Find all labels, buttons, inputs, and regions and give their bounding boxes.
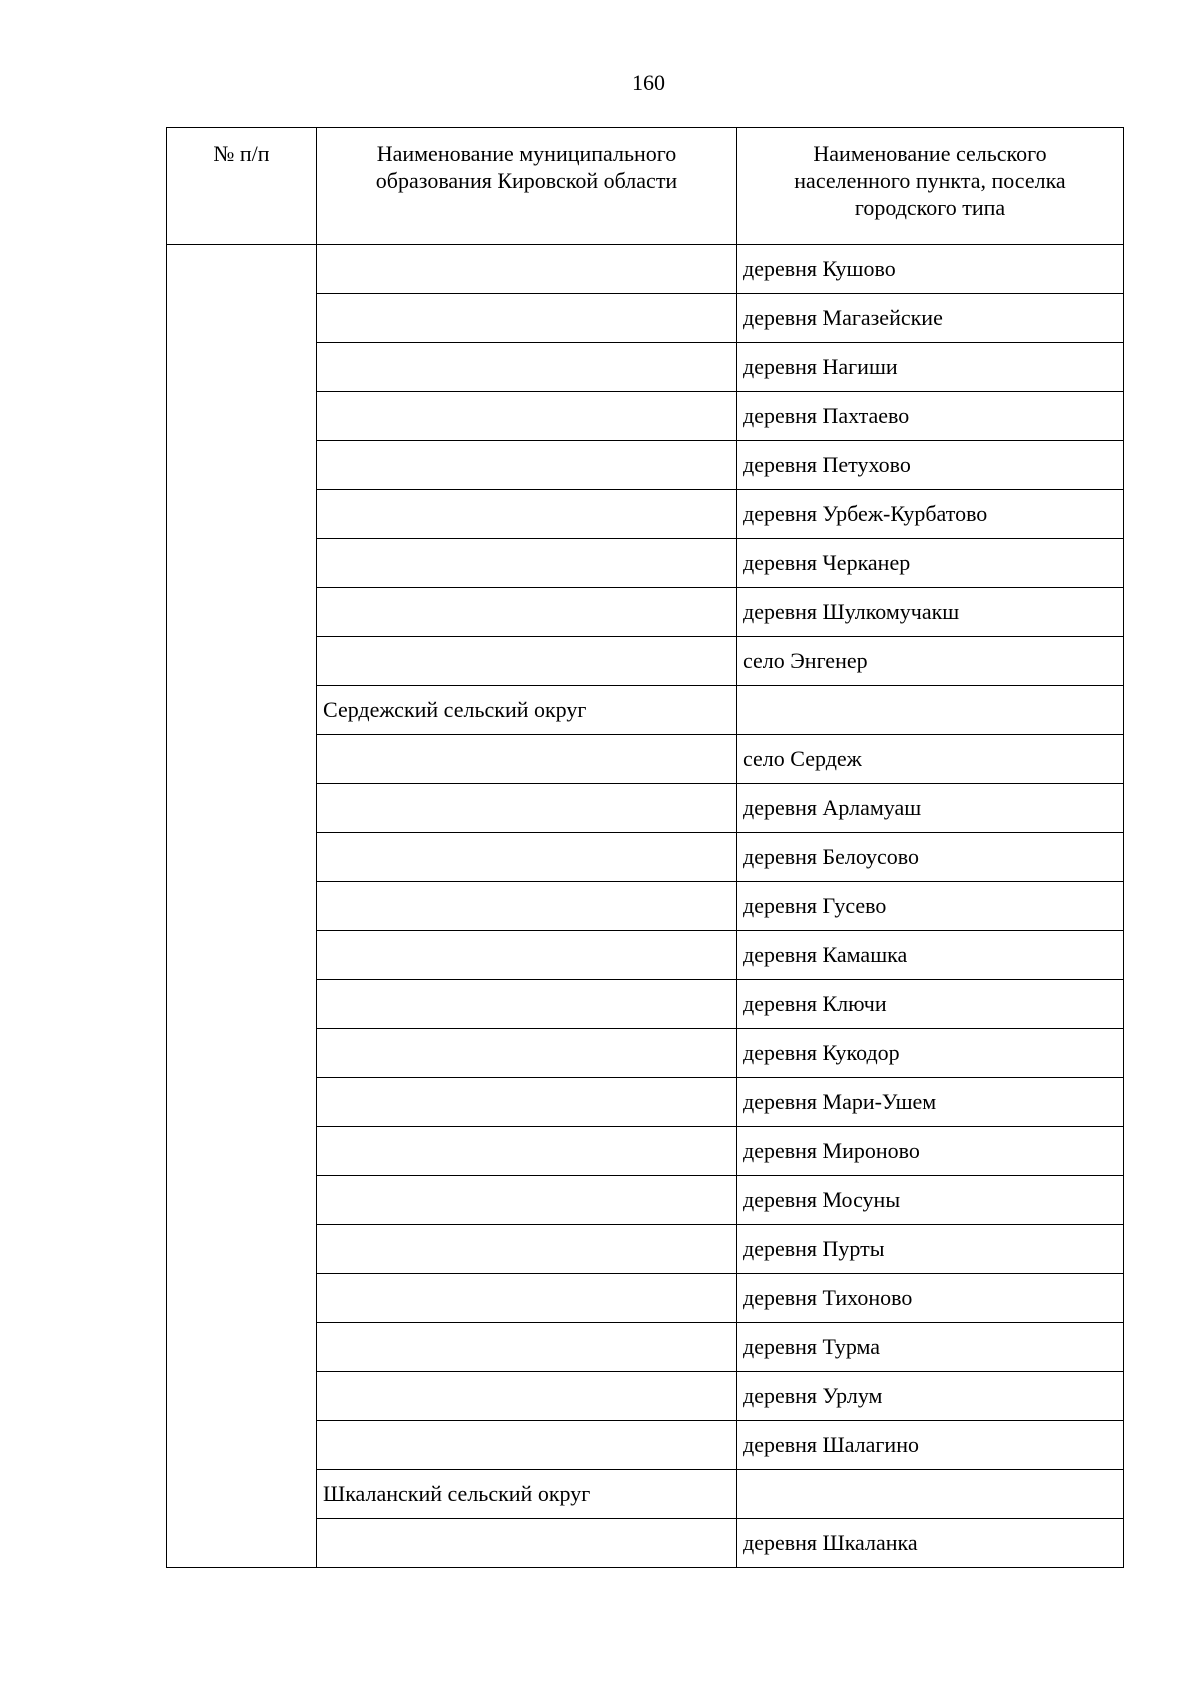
municipality-cell (317, 980, 737, 1029)
municipality-cell (317, 1127, 737, 1176)
row-number-cell (167, 245, 317, 1568)
municipality-cell (317, 784, 737, 833)
municipality-cell (317, 539, 737, 588)
header-number (167, 128, 317, 245)
table-row (167, 245, 1124, 294)
municipality-cell (317, 294, 737, 343)
settlement-cell: деревня Мироново (737, 1127, 1124, 1176)
header-settlement (737, 128, 1124, 245)
municipality-cell (317, 1519, 737, 1568)
settlement-cell (737, 1470, 1124, 1519)
header-municipality-label: Наименование муниципального образования Кировской области (375, 141, 678, 193)
municipality-cell: Сердежский сельский округ (317, 686, 737, 735)
settlement-cell: деревня Ключи (737, 980, 1124, 1029)
header-number-label: № п/п (213, 141, 270, 166)
settlement-cell: деревня Тихоново (737, 1274, 1124, 1323)
settlement-cell: деревня Гусево (737, 882, 1124, 931)
header-row (167, 128, 1124, 245)
municipality-cell (317, 833, 737, 882)
municipality-cell (317, 588, 737, 637)
municipality-cell (317, 735, 737, 784)
table-header (167, 128, 1124, 245)
settlement-cell: деревня Черканер (737, 539, 1124, 588)
settlement-cell: деревня Шкаланка (737, 1519, 1124, 1568)
municipality-cell (317, 1176, 737, 1225)
settlement-cell: деревня Пурты (737, 1225, 1124, 1274)
municipality-cell: Шкаланский сельский округ (317, 1470, 737, 1519)
settlement-cell: деревня Камашка (737, 931, 1124, 980)
settlement-cell: деревня Турма (737, 1323, 1124, 1372)
municipality-cell (317, 1225, 737, 1274)
settlement-cell: деревня Кушово (737, 245, 1124, 294)
settlement-cell: деревня Урбеж-Курбатово (737, 490, 1124, 539)
settlement-cell: село Энгенер (737, 637, 1124, 686)
municipality-cell (317, 882, 737, 931)
municipality-cell (317, 1421, 737, 1470)
settlement-cell: деревня Магазейские (737, 294, 1124, 343)
settlement-cell: деревня Мари-Ушем (737, 1078, 1124, 1127)
municipality-cell (317, 490, 737, 539)
municipality-cell (317, 637, 737, 686)
settlement-cell: деревня Белоусово (737, 833, 1124, 882)
municipality-cell (317, 1029, 737, 1078)
municipality-cell (317, 1372, 737, 1421)
settlement-cell: деревня Пахтаево (737, 392, 1124, 441)
municipality-cell (317, 1274, 737, 1323)
municipality-cell (317, 1078, 737, 1127)
municipality-cell (317, 392, 737, 441)
table-body (167, 245, 1124, 1568)
settlement-cell: деревня Шулкомучакш (737, 588, 1124, 637)
settlement-cell: деревня Петухово (737, 441, 1124, 490)
page-number: 160 (632, 70, 665, 95)
settlement-cell: деревня Арламуаш (737, 784, 1124, 833)
settlement-cell (737, 686, 1124, 735)
municipality-cell (317, 343, 737, 392)
settlement-cell: деревня Кукодор (737, 1029, 1124, 1078)
header-settlement-label: Наименование сельского населенного пункта, поселка городского типа (794, 141, 1066, 220)
settlement-cell: деревня Нагиши (737, 343, 1124, 392)
settlement-cell: деревня Шалагино (737, 1421, 1124, 1470)
settlements-table (166, 127, 1124, 1568)
settlement-cell: село Сердеж (737, 735, 1124, 784)
header-municipality (317, 128, 737, 245)
settlement-cell: деревня Мосуны (737, 1176, 1124, 1225)
municipality-cell (317, 245, 737, 294)
municipality-cell (317, 1323, 737, 1372)
municipality-cell (317, 931, 737, 980)
municipality-cell (317, 441, 737, 490)
settlement-cell: деревня Урлум (737, 1372, 1124, 1421)
